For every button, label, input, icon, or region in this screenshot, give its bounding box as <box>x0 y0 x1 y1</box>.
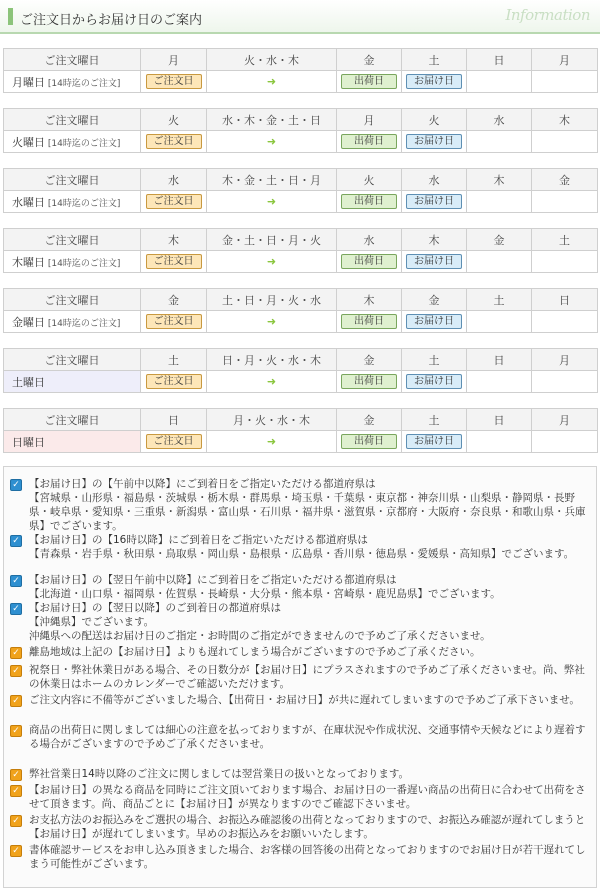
empty-cell <box>467 191 532 213</box>
note-text: 商品の出荷日に関しましては細心の注意を払っておりますが、在庫状況や作成状況、交通事情や天候などにより遅着する場合がございますので予めご了承くださいませ。 <box>29 724 586 750</box>
page-title: ご注文日からお届け日のご案内 <box>20 13 203 28</box>
delivery-date-cell <box>402 131 467 153</box>
empty-cell <box>532 131 598 153</box>
ship-date-badge: 出荷日 <box>341 254 397 269</box>
day-header-cell: 金 <box>337 349 402 371</box>
order-date-cell <box>141 311 207 333</box>
header-accent-bar <box>8 8 13 25</box>
day-header-cell: 日・月・火・水・木 <box>207 349 337 371</box>
ship-date-cell <box>337 131 402 153</box>
note-text: 【お届け日】の【翌日午前中以降】にご到着日をご指定いただける都道府県は 【北海道・山口県・福岡県・佐賀県・長崎県・大分県・熊本県・宮崎県・鹿児島県】でございます。 <box>29 574 501 600</box>
day-header-cell: 水・木・金・土・日 <box>207 109 337 131</box>
schedule-table <box>3 348 598 393</box>
delivery-date-badge: お届け日 <box>406 374 462 389</box>
note-text: 【お届け日】の【午前中以降】にご到着日をご指定いただける都道府県は 【宮城県・山形県・福島県・茨城県・栃木県・群馬県・埼玉県・千葉県・東京都・神奈川県・山梨県・静岡県・長野県・岐阜県・愛知県・三重県・新潟県・富山県・石川県・福井県・滋賀県・京都府・大阪府・奈良県・和歌山県・兵庫県】でございます。 <box>29 478 586 532</box>
order-date-cell <box>141 431 207 453</box>
day-header-cell: 土 <box>402 409 467 431</box>
checkbox-icon: ✓ <box>10 815 22 827</box>
day-header-cell: 木 <box>337 289 402 311</box>
order-date-badge: ご注文日 <box>146 434 202 449</box>
day-header-cell: 金 <box>337 409 402 431</box>
order-weekday-header: ご注文曜日 <box>4 169 141 191</box>
transit-cell <box>207 371 337 393</box>
checkbox-icon: ✓ <box>10 535 22 547</box>
empty-cell <box>532 191 598 213</box>
order-date-cell <box>141 191 207 213</box>
day-header-cell: 土 <box>141 349 207 371</box>
order-day-cell <box>4 251 141 273</box>
day-header-cell: 金 <box>337 49 402 71</box>
arrow-right-icon: ➜ <box>266 195 277 208</box>
order-day-name: 土曜日 <box>12 375 45 389</box>
order-weekday-header: ご注文曜日 <box>4 289 141 311</box>
delivery-date-cell <box>402 371 467 393</box>
empty-cell <box>467 431 532 453</box>
order-weekday-header: ご注文曜日 <box>4 49 141 71</box>
order-weekday-header: ご注文曜日 <box>4 109 141 131</box>
schedule-table <box>3 48 598 93</box>
checkbox-icon: ✓ <box>10 845 22 857</box>
empty-cell <box>532 371 598 393</box>
order-date-badge: ご注文日 <box>146 74 202 89</box>
order-date-cell <box>141 371 207 393</box>
delivery-date-cell <box>402 311 467 333</box>
day-header-cell: 月 <box>337 109 402 131</box>
day-header-cell: 火 <box>337 169 402 191</box>
ship-date-badge: 出荷日 <box>341 74 397 89</box>
note-text: 【お届け日】の【翌日以降】のご到着日の都道府県は 【沖縄県】でございます。 沖縄県への配送はお届け日のご指定・お時間のご指定ができませんので予めご了承くださいませ。 <box>29 602 491 642</box>
order-date-badge: ご注文日 <box>146 314 202 329</box>
delivery-date-badge: お届け日 <box>406 434 462 449</box>
day-header-cell: 火 <box>141 109 207 131</box>
page-header <box>0 0 600 34</box>
order-weekday-header: ご注文曜日 <box>4 409 141 431</box>
day-header-cell: 月・火・水・木 <box>207 409 337 431</box>
note-text: ご注文内容に不備等がございました場合、【出荷日・お届け日】が共に遅れてしまいますので予めご了承下さいませ。 <box>29 694 580 706</box>
order-day-name: 日曜日 <box>12 435 45 449</box>
checkbox-icon: ✓ <box>10 769 22 781</box>
checkbox-icon: ✓ <box>10 695 22 707</box>
transit-cell <box>207 131 337 153</box>
ship-date-badge: 出荷日 <box>341 194 397 209</box>
delivery-date-cell <box>402 191 467 213</box>
day-header-cell: 木 <box>402 229 467 251</box>
schedule-table <box>3 288 598 333</box>
note-text: 【お届け日】の【16時以降】にご到着日をご指定いただける都道府県は 【青森県・岩手県・秋田県・鳥取県・岡山県・島根県・広島県・香川県・徳島県・愛媛県・高知県】でございます。 <box>29 534 575 560</box>
day-header-cell: 日 <box>532 289 598 311</box>
ship-date-cell <box>337 191 402 213</box>
schedule-table <box>3 108 598 153</box>
day-header-cell: 金 <box>402 289 467 311</box>
day-header-cell: 木 <box>141 229 207 251</box>
schedule-table <box>3 228 598 273</box>
order-date-badge: ご注文日 <box>146 254 202 269</box>
checkbox-icon: ✓ <box>10 479 22 491</box>
delivery-date-cell <box>402 431 467 453</box>
schedule-table <box>3 168 598 213</box>
checkbox-icon: ✓ <box>10 603 22 615</box>
day-header-cell: 日 <box>467 409 532 431</box>
delivery-date-badge: お届け日 <box>406 134 462 149</box>
order-cutoff-note: [14時迄のご注文] <box>45 78 121 89</box>
day-header-cell: 火 <box>402 109 467 131</box>
order-date-badge: ご注文日 <box>146 374 202 389</box>
order-cutoff-note: [14時迄のご注文] <box>45 138 121 149</box>
day-header-cell: 木・金・土・日・月 <box>207 169 337 191</box>
day-header-cell: 土 <box>402 49 467 71</box>
empty-cell <box>532 311 598 333</box>
day-header-cell: 日 <box>467 349 532 371</box>
day-header-cell: 土 <box>467 289 532 311</box>
transit-cell <box>207 191 337 213</box>
order-date-cell <box>141 251 207 273</box>
note-text: 弊社営業日14時以降のご注文に関しましては翌営業日の扱いとなっております。 <box>29 768 410 780</box>
order-cutoff-note: [14時迄のご注文] <box>45 318 121 329</box>
note-text: 【お届け日】の異なる商品を同時にご注文頂いております場合、お届け日の一番遅い商品の出荷日に合わせて出荷をさせて頂きます。尚、商品ごとに【お届け日】が異なりますのでご確認下さいませ。 <box>29 784 586 810</box>
delivery-date-badge: お届け日 <box>406 74 462 89</box>
day-header-cell: 水 <box>402 169 467 191</box>
order-day-cell <box>4 431 141 453</box>
day-header-cell: 木 <box>532 109 598 131</box>
order-day-name: 水曜日 <box>12 195 45 209</box>
delivery-date-badge: お届け日 <box>406 254 462 269</box>
day-header-cell: 月 <box>532 349 598 371</box>
day-header-cell: 水 <box>337 229 402 251</box>
arrow-right-icon: ➜ <box>266 435 277 448</box>
day-header-cell: 日 <box>141 409 207 431</box>
transit-cell <box>207 71 337 93</box>
ship-date-badge: 出荷日 <box>341 134 397 149</box>
order-weekday-header: ご注文曜日 <box>4 229 141 251</box>
empty-cell <box>467 131 532 153</box>
day-header-cell: 月 <box>141 49 207 71</box>
day-header-cell: 月 <box>532 409 598 431</box>
schedule-table <box>3 408 598 453</box>
empty-cell <box>467 311 532 333</box>
day-header-cell: 土 <box>402 349 467 371</box>
checkbox-icon: ✓ <box>10 575 22 587</box>
note-text: 離島地域は上記の【お届け日】よりも遅れてしまう場合がございますので予めご了承ください。 <box>29 646 481 658</box>
order-date-badge: ご注文日 <box>146 194 202 209</box>
day-header-cell: 火・水・木 <box>207 49 337 71</box>
ship-date-cell <box>337 431 402 453</box>
order-date-badge: ご注文日 <box>146 134 202 149</box>
order-day-name: 火曜日 <box>12 135 45 149</box>
checkbox-icon: ✓ <box>10 785 22 797</box>
arrow-right-icon: ➜ <box>266 135 277 148</box>
ship-date-badge: 出荷日 <box>341 374 397 389</box>
day-header-cell: 土 <box>532 229 598 251</box>
order-cutoff-note: [14時迄のご注文] <box>45 198 121 209</box>
ship-date-cell <box>337 311 402 333</box>
order-day-cell <box>4 191 141 213</box>
checkbox-icon: ✓ <box>10 647 22 659</box>
day-header-cell: 水 <box>467 109 532 131</box>
order-date-cell <box>141 71 207 93</box>
ship-date-badge: 出荷日 <box>341 434 397 449</box>
day-header-cell: 金 <box>532 169 598 191</box>
transit-cell <box>207 431 337 453</box>
empty-cell <box>467 251 532 273</box>
ship-date-badge: 出荷日 <box>341 314 397 329</box>
empty-cell <box>532 431 598 453</box>
order-day-name: 月曜日 <box>12 75 45 89</box>
order-day-name: 木曜日 <box>12 255 45 269</box>
note-text: 祝祭日・弊社休業日がある場合、その日数分が【お届け日】にプラスされますので予めご了承くださいませ。尚、弊社の休業日はホームのカレンダーでご確認いただけます。 <box>29 664 585 690</box>
order-date-cell <box>141 131 207 153</box>
delivery-date-cell <box>402 251 467 273</box>
checkbox-icon: ✓ <box>10 665 22 677</box>
ship-date-cell <box>337 71 402 93</box>
ship-date-cell <box>337 371 402 393</box>
day-header-cell: 木 <box>467 169 532 191</box>
arrow-right-icon: ➜ <box>266 75 277 88</box>
delivery-date-badge: お届け日 <box>406 194 462 209</box>
order-day-cell <box>4 71 141 93</box>
day-header-cell: 日 <box>467 49 532 71</box>
order-day-cell <box>4 131 141 153</box>
notes-box <box>3 466 597 888</box>
empty-cell <box>532 251 598 273</box>
delivery-date-badge: お届け日 <box>406 314 462 329</box>
day-header-cell: 金・土・日・月・火 <box>207 229 337 251</box>
day-header-cell: 水 <box>141 169 207 191</box>
arrow-right-icon: ➜ <box>266 375 277 388</box>
note-text: お支払方法のお振込みをご選択の場合、お振込み確認後の出荷となっておりますので、お振込み確認が遅れてしまうと【お届け日】が遅れてしまいます。早めのお振込みをお願いいたします。 <box>29 814 586 840</box>
empty-cell <box>467 371 532 393</box>
empty-cell <box>467 71 532 93</box>
order-day-cell <box>4 371 141 393</box>
checkbox-icon: ✓ <box>10 725 22 737</box>
order-day-cell <box>4 311 141 333</box>
transit-cell <box>207 311 337 333</box>
day-header-cell: 金 <box>141 289 207 311</box>
note-text: 書体確認サービスをお申し込み頂きました場合、お客様の回答後の出荷となっておりますのでお届け日が若干遅れてしまう可能性がございます。 <box>29 844 586 870</box>
day-header-cell: 土・日・月・火・水 <box>207 289 337 311</box>
empty-cell <box>532 71 598 93</box>
transit-cell <box>207 251 337 273</box>
arrow-right-icon: ➜ <box>266 255 277 268</box>
order-cutoff-note: [14時迄のご注文] <box>45 258 121 269</box>
information-logo: Information <box>505 6 590 24</box>
ship-date-cell <box>337 251 402 273</box>
day-header-cell: 金 <box>467 229 532 251</box>
delivery-date-cell <box>402 71 467 93</box>
day-header-cell: 月 <box>532 49 598 71</box>
order-weekday-header: ご注文曜日 <box>4 349 141 371</box>
arrow-right-icon: ➜ <box>266 315 277 328</box>
order-day-name: 金曜日 <box>12 315 45 329</box>
